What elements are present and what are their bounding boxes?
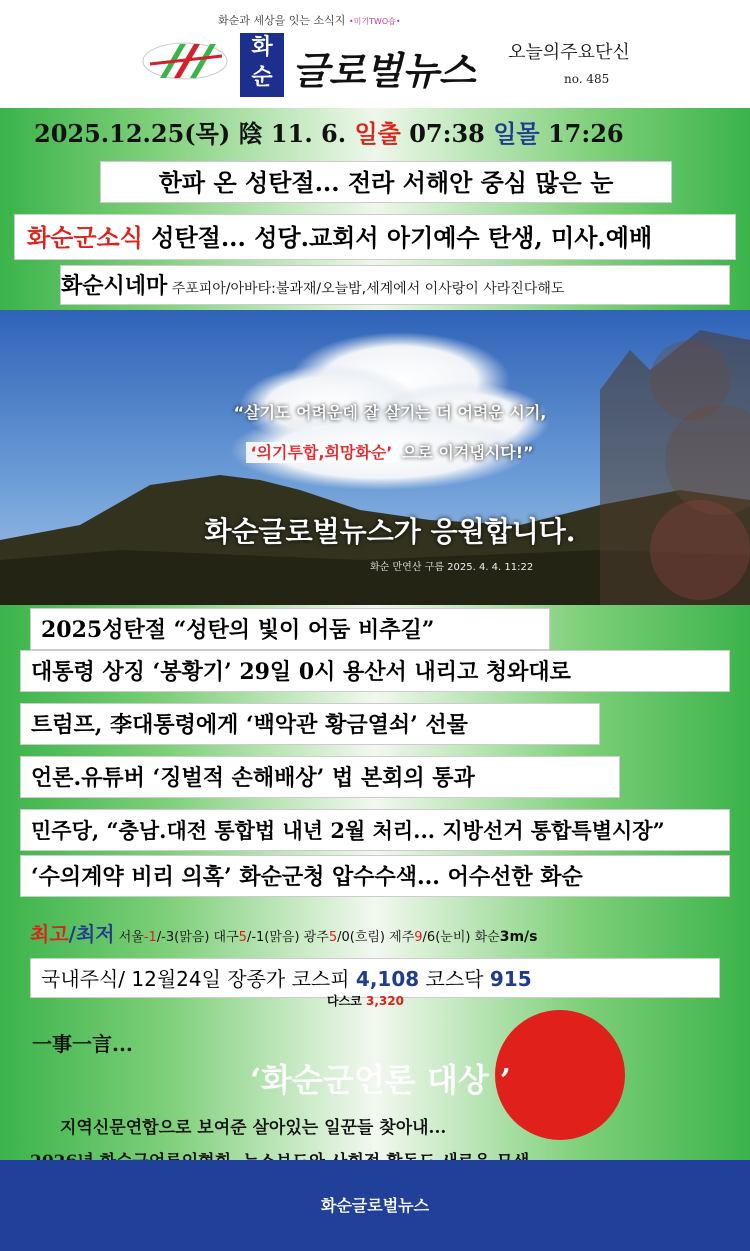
feature-lead1: 지역신문연합으로 보여준 살아있는 일꾼들 찾아내... [60, 1118, 447, 1138]
weather-daegu-hi: 5 [238, 930, 247, 945]
column-title: 一事一言... [32, 1032, 133, 1056]
bulletin-title: 오늘의주요단신 [508, 42, 630, 63]
quote-line1: “살기도 어려운데 잘 살기는 더 어려운 시기, [233, 403, 547, 422]
weather-gwangju-rest: /0(흐림) 제주 [337, 930, 415, 945]
news-item[interactable]: 대통령 상징 ‘봉황기’ 29일 0시 용산서 내리고 청와대로 [20, 650, 730, 692]
quote-line2 [140, 440, 640, 463]
kosdaq-label: 코스닥 [419, 967, 490, 991]
nasdaq-label: 다스코 [327, 994, 366, 1008]
tagline-text: 화순과 세상을 잇는 소식지 [218, 14, 346, 27]
brush-logo [292, 30, 492, 102]
tagline-sub: •미기TWO숍• [348, 17, 401, 26]
nasdaq [327, 992, 404, 1009]
weather-lo-label: 최저 [75, 922, 115, 946]
logo-box-line2: 순 [251, 65, 273, 90]
award-title[interactable]: ‘화순군언론 대상 ’ [250, 1061, 511, 1099]
weather-hi-label: 최고 [30, 922, 69, 946]
support-text: 화순글로벌뉴스가 응원합니다. [204, 515, 576, 548]
footer[interactable]: 화순글로벌뉴스 [0, 1160, 750, 1251]
news-item[interactable]: 2025성탄절 “성탄의 빛이 어둠 비추길” [30, 608, 550, 650]
sunrise-label: 일출 [354, 119, 401, 148]
weather-gwangju-hi: 5 [328, 930, 338, 945]
cinema-label: 화순시네마 [61, 273, 168, 299]
lunar-date: 陰 11. 6. [238, 119, 347, 148]
cinema-listing[interactable] [60, 265, 730, 305]
brush-logo-text: 글로벌뉴스 [292, 48, 476, 93]
local-news-label: 화순군소식 [27, 223, 143, 252]
weather-daegu-rest: /-1(맑음) 광주 [246, 930, 329, 945]
headline-weather[interactable]: 한파 온 성탄절... 전라 서해안 중심 많은 눈 [100, 161, 672, 203]
weather-jeju-hi: 9 [414, 930, 423, 945]
local-news-text: 성탄절... 성당.교회서 아기예수 탄생, 미사.예배 [142, 223, 653, 252]
tagline [218, 12, 401, 28]
kosdaq-value: 915 [489, 967, 532, 991]
red-sun-circle [495, 1010, 625, 1140]
weather-row [30, 918, 538, 947]
nasdaq-value: 3,320 [365, 994, 404, 1008]
sunset-label: 일몰 [493, 119, 540, 148]
local-news[interactable] [14, 214, 736, 260]
date-line [34, 114, 624, 149]
sunset-time: 17:26 [547, 119, 624, 148]
date: 2025.12.25(목) [34, 119, 231, 148]
stock-label: 국내주식/ 12월24일 장종가 코스피 [41, 967, 356, 991]
cinema-text: 주포피아/아바타:불과재/오늘밤,세계에서 이사랑이 사라진다해도 [167, 281, 565, 297]
bulletin-number: no. 485 [564, 72, 610, 86]
news-item[interactable]: ‘수의계약 비리 의혹’ 화순군청 압수수색... 어수선한 화순 [20, 855, 730, 897]
quote-highlight: ‘의기투합,희망화순’ [246, 442, 396, 463]
news-item[interactable]: 언론.유튜버 ‘징벌적 손해배상’ 법 본회의 통과 [20, 756, 620, 798]
weather-seoul-hi: -1 [143, 930, 157, 945]
weather-seoul-rest: /-3(맑음) 대구 [156, 930, 239, 945]
quote-line2-rest: 으로 이겨냅시다!” [396, 443, 534, 462]
news-item[interactable]: 민주당, “충남.대전 통합법 내년 2월 처리... 지방선거 통합특별시장” [20, 809, 730, 851]
weather-wind: 3m/s [499, 929, 538, 945]
logo-box-line1: 화 [251, 35, 273, 60]
logo-box [240, 33, 284, 97]
kospi-value: 4,108 [355, 967, 420, 991]
weather-seoul: 서울 [114, 930, 144, 945]
hh-logo-icon [140, 36, 230, 86]
sunrise-time: 07:38 [409, 119, 485, 148]
weather-slash: / [68, 922, 76, 946]
photo-caption: 화순 만연산 구름 2025. 4. 4. 11:22 [370, 562, 534, 573]
weather-jeju-rest: /6(눈비) 화순 [422, 930, 500, 945]
news-item[interactable]: 트럼프, 李대통령에게 ‘백악관 황금열쇠’ 선물 [20, 703, 600, 745]
